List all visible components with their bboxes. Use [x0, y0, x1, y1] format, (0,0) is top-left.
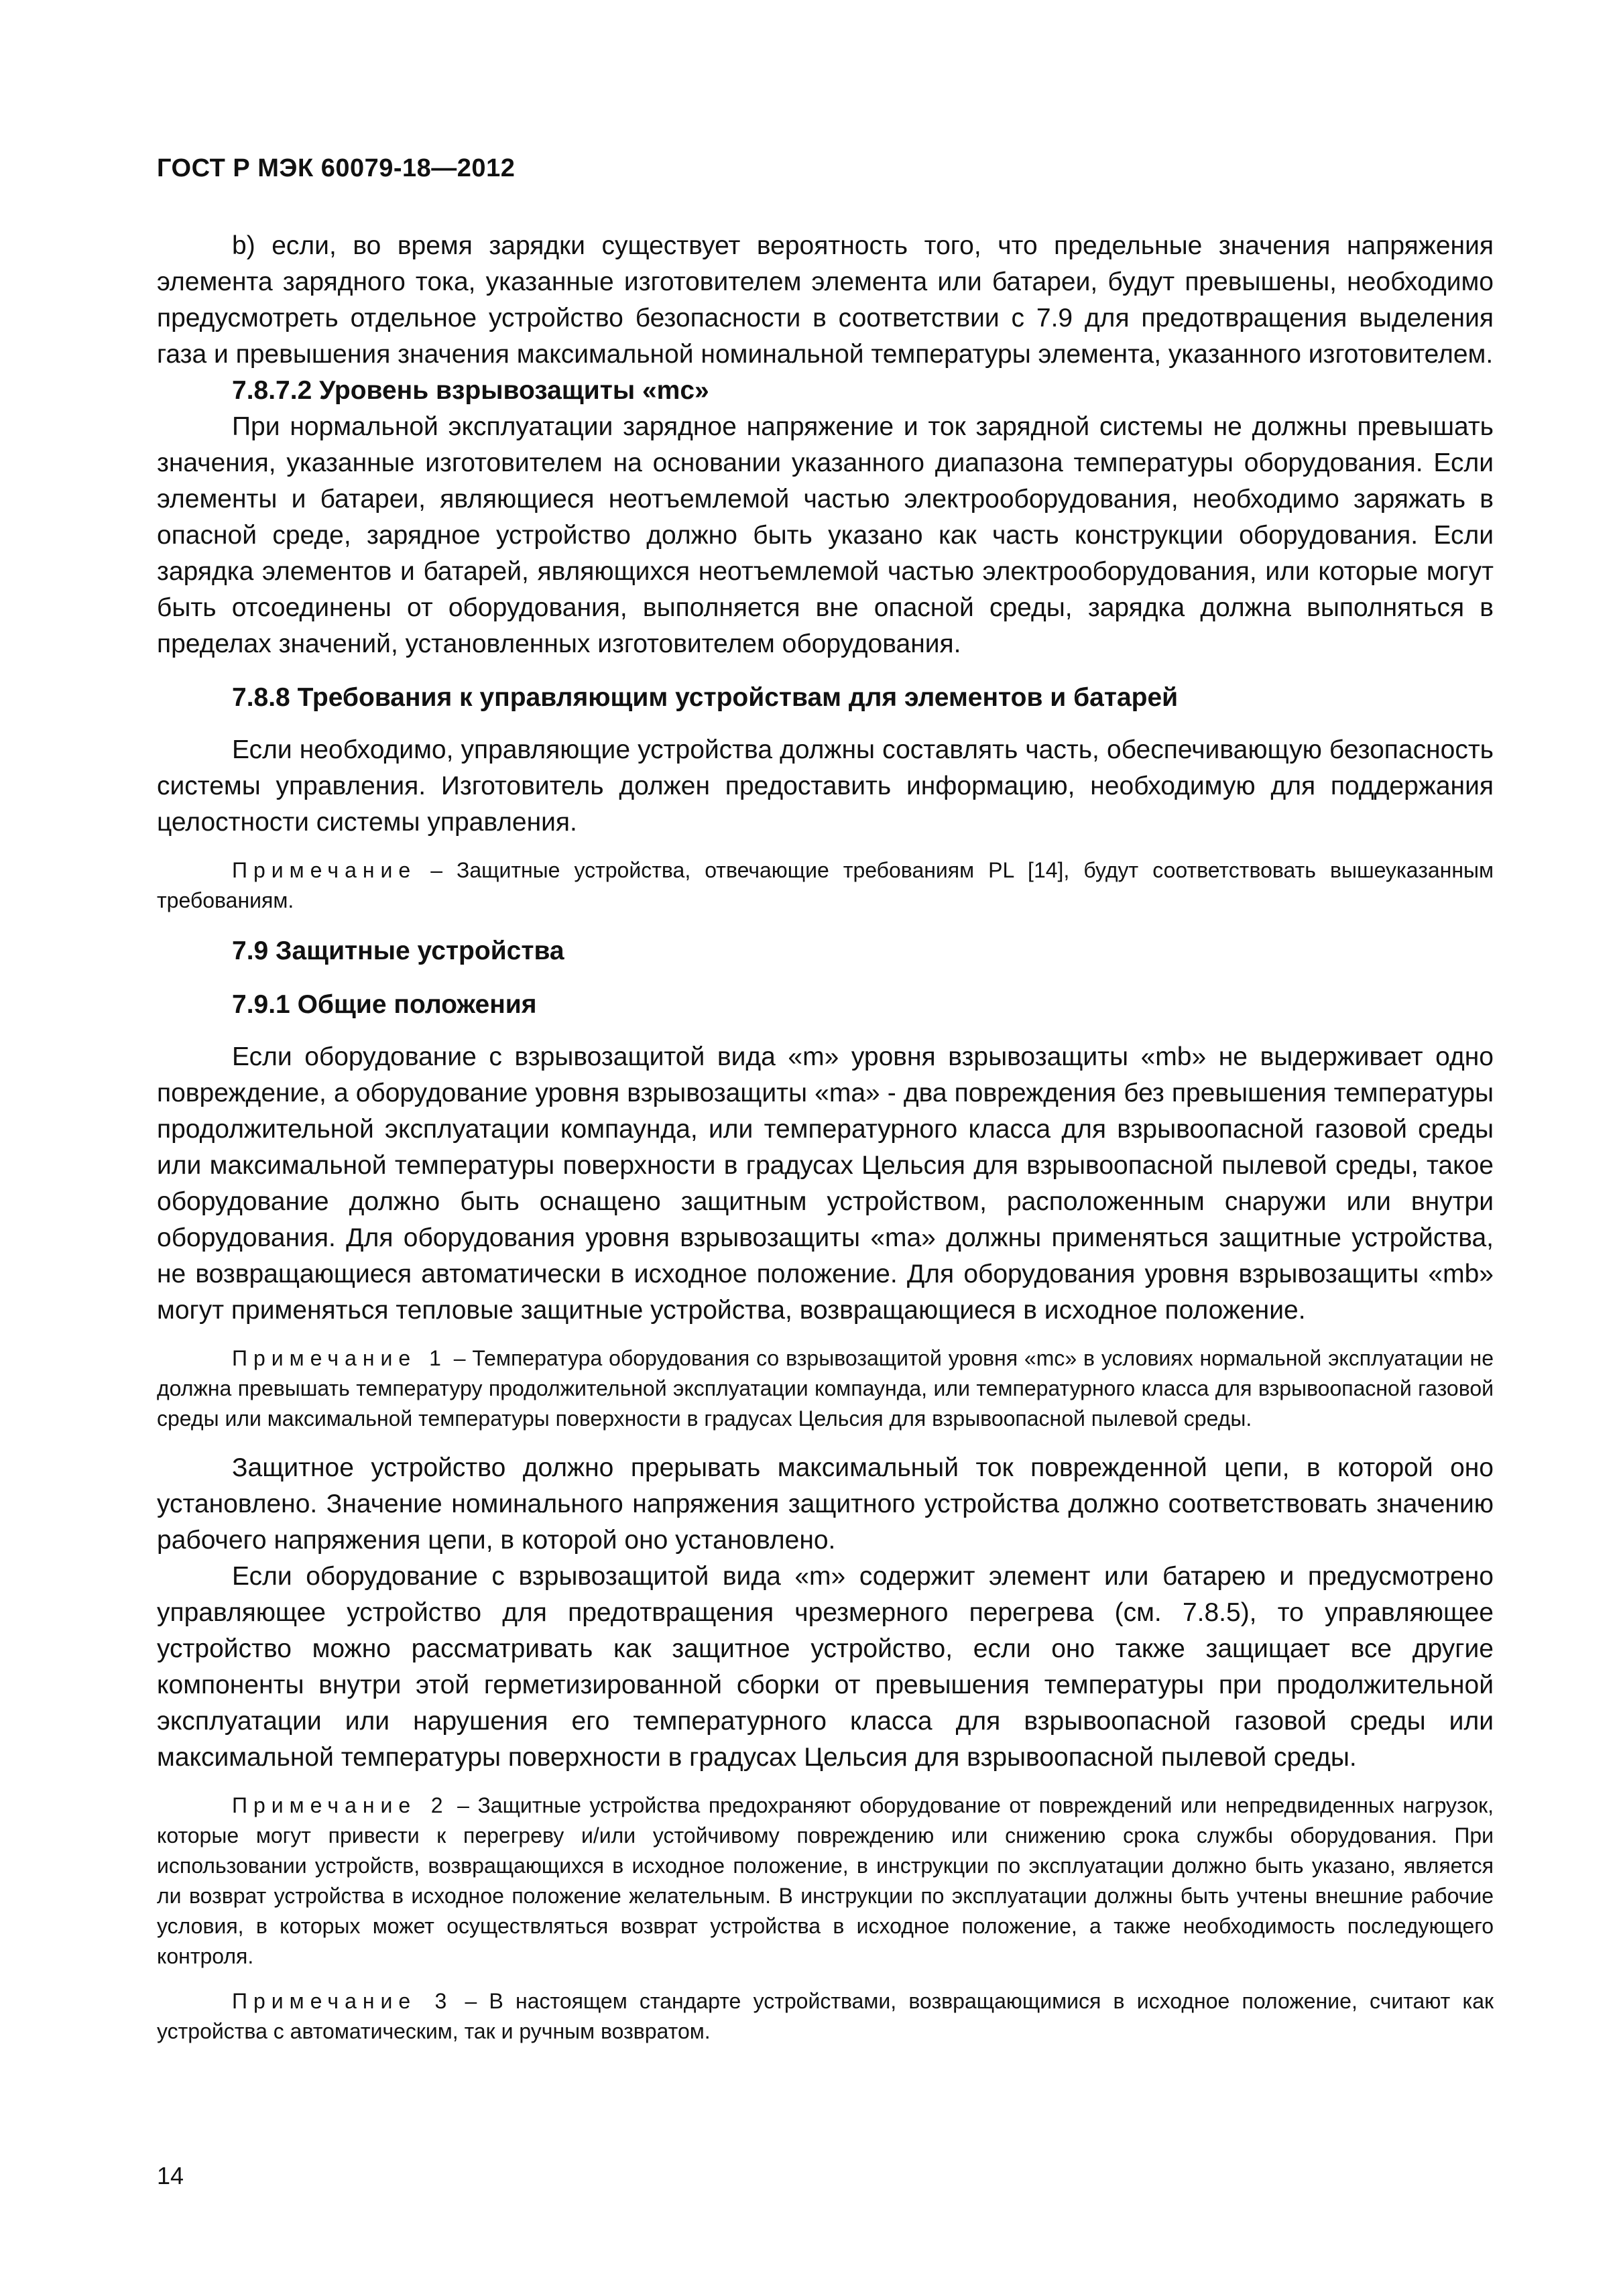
note-text: – Защитные устройства, отвечающие требованиям PL [14], будут соответствовать вышеуказанным требованиям.: [157, 858, 1494, 912]
paragraph-interrupt-current: Защитное устройство должно прерывать максимальный ток поврежденной цепи, в которой оно установлено. Значение номинального напряжения защитного устройства должно соответствовать значению рабочего напряжения цепи, в которой оно установлено.: [157, 1453, 1494, 1555]
note-label: Примечание 3: [232, 1989, 453, 2013]
note-label: Примечание 2: [232, 1793, 449, 1817]
page-content: [157, 228, 1494, 2047]
heading-7-9: 7.9 Защитные устройства: [232, 936, 564, 965]
note-text: – В настоящем стандарте устройствами, возвращающимися в исходное положение, считают как устройства с автоматическим, так и ручным возвратом.: [157, 1989, 1494, 2043]
note-text: – Защитные устройства предохраняют оборудование от повреждений или непредвиденных нагрузок, которые могут привести к перегреву и/или устойчивому повреждению или снижению срока службы оборудования. При использовании устройств, возвращающихся в исходное положение, в инструкции по эксплуатации должно быть указано, является ли возврат устройства в исходное положение желательным. В инструкции по эксплуатации должны быть учтены внешние рабочие условия, в которых может осуществляться возврат устройства в исходное положение, а также необходимость последующего контроля.: [157, 1793, 1494, 1968]
paragraph-charging-limits: b) если, во время зарядки существует вероятность того, что предельные значения напряжения элемента зарядного тока, указанные изготовителем элемента или батареи, будут превышены, необходимо предусмотреть отдельное устройство безопасности в соответствии с 7.9 для предотвращения выделения газа и превышения значения максимальной номинальной температуры элемента, указанного изготовителем.: [157, 231, 1494, 369]
document-header: ГОСТ Р МЭК 60079-18—2012: [157, 154, 516, 182]
paragraph-battery-control: Если оборудование с взрывозащитой вида «m» содержит элемент или батарею и предусмотрено управляющее устройство для предотвращения чрезмерного перегрева (см. 7.8.5), то управляющее устройство можно рассматривать как защитное устройство, если оно также защищает все другие компоненты внутри этой герметизированной сборки от превышения температуры при продолжительной эксплуатации или нарушения его температурного класса для взрывоопасной газовой среды или максимальной температуры поверхности в градусах Цельсия для взрывоопасной пылевой среды.: [157, 1562, 1494, 1772]
heading-7-8-8: 7.8.8 Требования к управляющим устройствам для элементов и батарей: [232, 683, 1179, 712]
heading-7-9-1: 7.9.1 Общие положения: [232, 990, 537, 1019]
heading-7-8-7-2: 7.8.7.2 Уровень взрывозащиты «mc»: [232, 376, 709, 405]
paragraph-charging-voltage: При нормальной эксплуатации зарядное напряжение и ток зарядной системы не должны превышать значения, указанные изготовителем на основании указанного диапазона температуры оборудования. Если элементы и батареи, являющиеся неотъемлемой частью электрооборудования, необходимо заряжать в опасной среде, зарядное устройство должно быть указано как часть конструкции оборудования. Если зарядка элементов и батарей, являющихся неотъемлемой частью электрооборудования, или которые могут быть отсоединены от оборудования, выполняется вне опасной среды, зарядка должна выполняться в пределах значений, установленных изготовителем оборудования.: [157, 412, 1494, 658]
note-label: Примечание: [232, 858, 417, 882]
note-label: Примечание 1: [232, 1346, 447, 1370]
paragraph-control-devices: Если необходимо, управляющие устройства должны составлять часть, обеспечивающую безопасность системы управления. Изготовитель должен предоставить информацию, необходимую для поддержания целостности системы управления.: [157, 735, 1494, 837]
paragraph-protective-devices-general: Если оборудование с взрывозащитой вида «m» уровня взрывозащиты «mb» не выдерживает одно повреждение, а оборудование уровня взрывозащиты «ma» - два повреждения без превышения температуры продолжительной эксплуатации компаунда, или температурного класса для взрывоопасной газовой среды или максимальной температуры поверхности в градусах Цельсия для взрывоопасной пылевой среды, такое оборудование должно быть оснащено защитным устройством, расположенным снаружи или внутри оборудования. Для оборудования уровня взрывозащиты «ma» должны применяться защитные устройства, не возвращающиеся автоматически в исходное положение. Для оборудования уровня взрывозащиты «mb» могут применяться тепловые защитные устройства, возвращающиеся в исходное положение.: [157, 1042, 1494, 1325]
page-number: 14: [157, 2162, 184, 2189]
note-1-temperature: [157, 1343, 1494, 1434]
note-3-reset-devices: [157, 1986, 1494, 2047]
note-text: – Температура оборудования со взрывозащитой уровня «mc» в условиях нормальной эксплуатации не должна превышать температуру продолжительной эксплуатации компаунда, или температурного класса для взрывоопасной газовой среды или максимальной температуры поверхности в градусах Цельсия для взрывоопасной пылевой среды.: [157, 1346, 1494, 1431]
note-2-overload: [157, 1791, 1494, 1972]
note-protective-pl: [157, 855, 1494, 916]
